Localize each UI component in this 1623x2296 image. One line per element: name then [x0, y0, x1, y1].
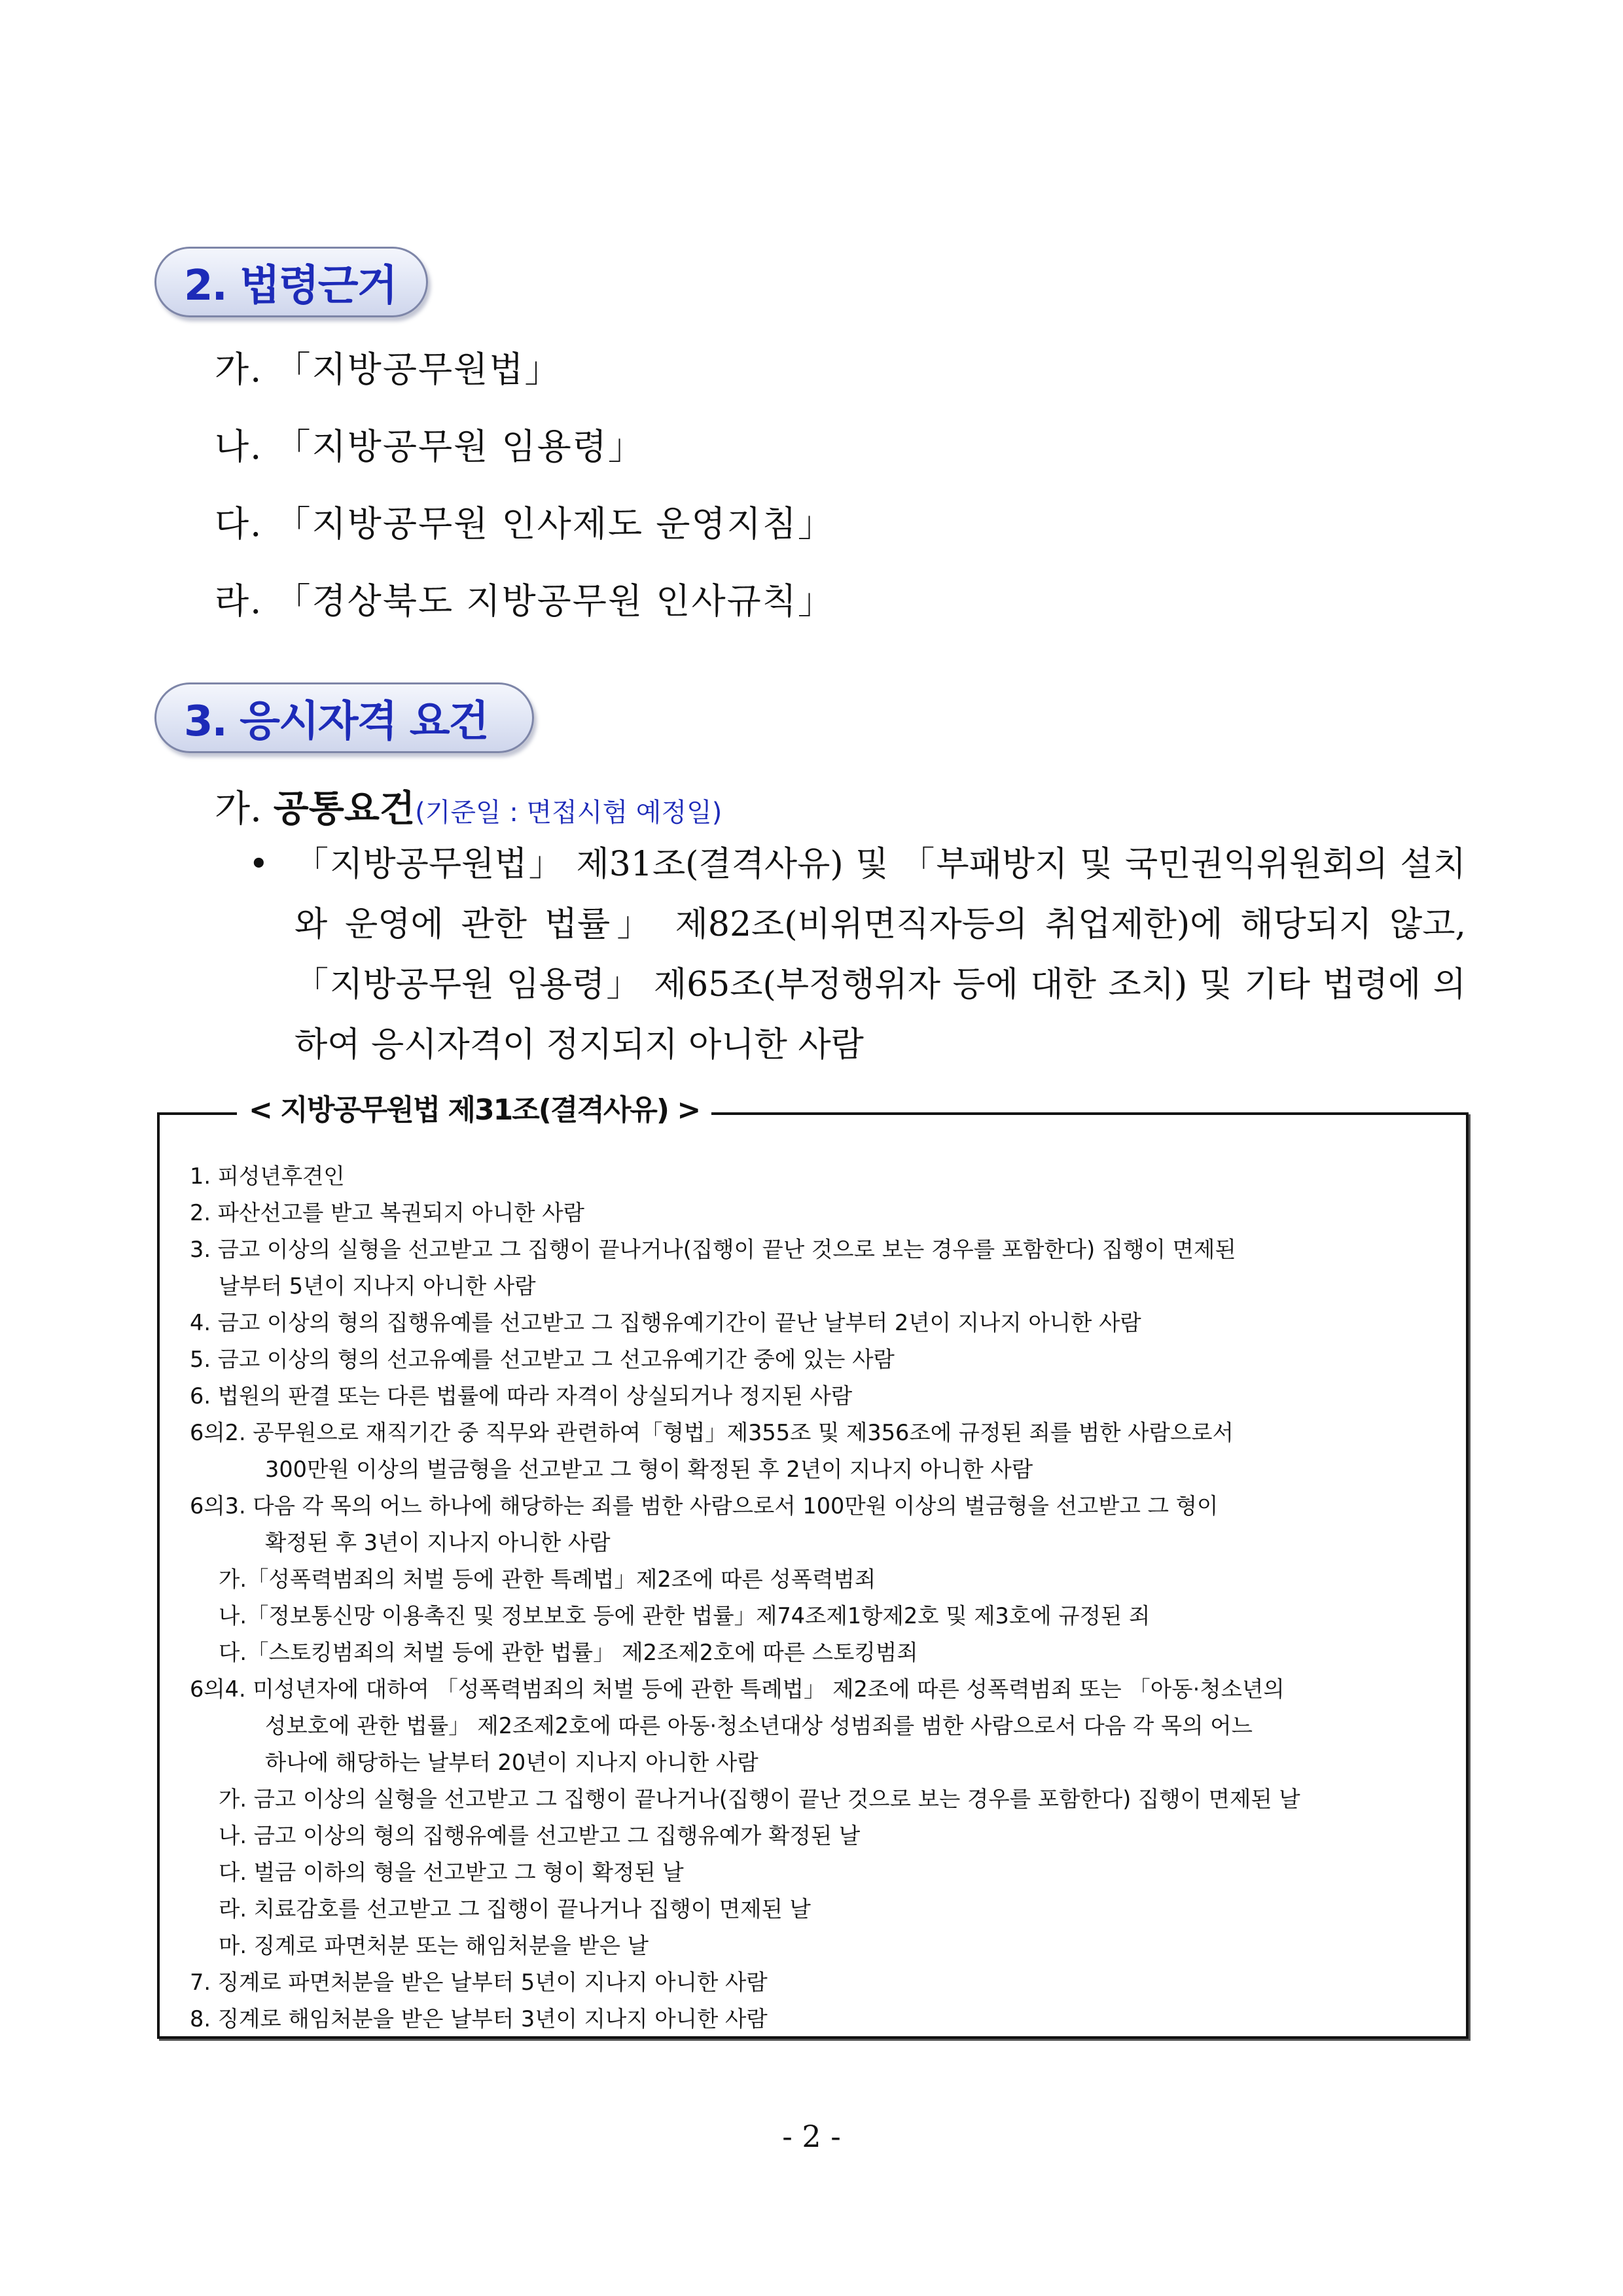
box-line: 날부터 5년이 지나지 아니한 사람 [219, 1273, 536, 1299]
section-heading-eligibility [154, 682, 534, 753]
bullet-mark: • [249, 845, 269, 884]
law-item: 라. 「경상북도 지방공무원 인사규칙」 [215, 580, 834, 622]
box-title: < 지방공무원법 제31조(결격사유) > [237, 1086, 711, 1128]
box-line: 다.「스토킹범죄의 처벌 등에 관한 법률」 제2조제2호에 따른 스토킹범죄 [219, 1640, 918, 1665]
box-line: 다. 벌금 이하의 형을 선고받고 그 형이 확정된 날 [219, 1860, 684, 1885]
box-line: 8. 징계로 해임처분을 받은 날부터 3년이 지나지 아니한 사람 [190, 2006, 768, 2032]
subheading-common-requirements [215, 780, 722, 832]
box-line: 라. 치료감호를 선고받고 그 집행이 끝나거나 집행이 면제된 날 [219, 1896, 811, 1922]
section-heading-text: 2. 법령근거 [184, 262, 397, 310]
section-heading-legal-basis [154, 247, 428, 317]
bullet-text: 「지방공무원법」 제31조(결격사유) 및 「부패방지 및 국민권익위원회의 설치와 운영에 관한 법률」 제82조(비위면직자등의 취업제한)에 해당되지 않고, 「지방공무원 임용령」 제65조(부정행위자 등에 대한 조치) 및 기타 법령에 의하여 응시자격이 정지되지 아니한 사람 [294, 845, 1466, 1065]
box-line: 가. 금고 이상의 실형을 선고받고 그 집행이 끝나거나(집행이 끝난 것으로 보는 경우를 포함한다) 집행이 면제된 날 [219, 1786, 1300, 1812]
box-line: 7. 징계로 파면처분을 받은 날부터 5년이 지나지 아니한 사람 [190, 1969, 768, 1995]
law-item: 다. 「지방공무원 인사제도 운영지침」 [215, 503, 834, 544]
box-line: 2. 파산선고를 받고 복권되지 아니한 사람 [190, 1200, 584, 1226]
law-item: 가. 「지방공무원법」 [215, 349, 562, 390]
law-item: 나. 「지방공무원 임용령」 [215, 426, 645, 467]
box-line: 6의4. 미성년자에 대하여 「성폭력범죄의 처벌 등에 관한 특례법」 제2조에 따른 성폭력범죄 또는 「아동·청소년의 [190, 1676, 1285, 1702]
box-line: 확정된 후 3년이 지나지 아니한 사람 [265, 1530, 611, 1555]
box-line: 성보호에 관한 법률」 제2조제2호에 따른 아동·청소년대상 성범죄를 범한 사람으로서 다음 각 목의 어느 [265, 1713, 1253, 1739]
box-line: 6의3. 다음 각 목의 어느 하나에 해당하는 죄를 범한 사람으로서 100만원 이상의 벌금형을 선고받고 그 형이 [190, 1493, 1219, 1519]
box-line: 6. 법원의 판결 또는 다른 법률에 따라 자격이 상실되거나 정지된 사람 [190, 1383, 853, 1409]
page-number: - 2 - [782, 2119, 841, 2154]
subheading-title: 공통요건 [273, 788, 416, 830]
box-line: 4. 금고 이상의 형의 집행유예를 선고받고 그 집행유예기간이 끝난 날부터 2년이 지나지 아니한 사람 [190, 1310, 1141, 1335]
box-line: 300만원 이상의 벌금형을 선고받고 그 형이 확정된 후 2년이 지나지 아니한 사람 [265, 1457, 1033, 1482]
box-line: 하나에 해당하는 날부터 20년이 지나지 아니한 사람 [265, 1750, 758, 1775]
disqualification-box [157, 1093, 1469, 2039]
box-line: 나.「정보통신망 이용촉진 및 정보보호 등에 관한 법률」제74조제1항제2호 및 제3호에 규정된 죄 [219, 1603, 1150, 1629]
section-heading-text: 3. 응시자격 요건 [184, 698, 488, 746]
subheading-note: (기준일 : 면접시험 예정일) [415, 798, 722, 828]
box-line: 6의2. 공무원으로 재직기간 중 직무와 관련하여「형법」제355조 및 제356조에 규정된 죄를 범한 사람으로서 [190, 1420, 1234, 1445]
subheading-prefix: 가. [215, 788, 274, 830]
box-line: 5. 금고 이상의 형의 선고유예를 선고받고 그 선고유예기간 중에 있는 사람 [190, 1347, 895, 1372]
box-line: 가.「성폭력범죄의 처벌 등에 관한 특례법」제2조에 따른 성폭력범죄 [219, 1566, 876, 1592]
box-line: 1. 피성년후견인 [190, 1163, 345, 1189]
box-line: 나. 금고 이상의 형의 집행유예를 선고받고 그 집행유예가 확정된 날 [219, 1823, 861, 1848]
requirement-bullet [249, 834, 1466, 1075]
box-line: 3. 금고 이상의 실형을 선고받고 그 집행이 끝나거나(집행이 끝난 것으로 보는 경우를 포함한다) 집행이 면제된 [190, 1237, 1236, 1262]
box-body [190, 1158, 1446, 2038]
box-line: 마. 징계로 파면처분 또는 해임처분을 받은 날 [219, 1933, 649, 1958]
